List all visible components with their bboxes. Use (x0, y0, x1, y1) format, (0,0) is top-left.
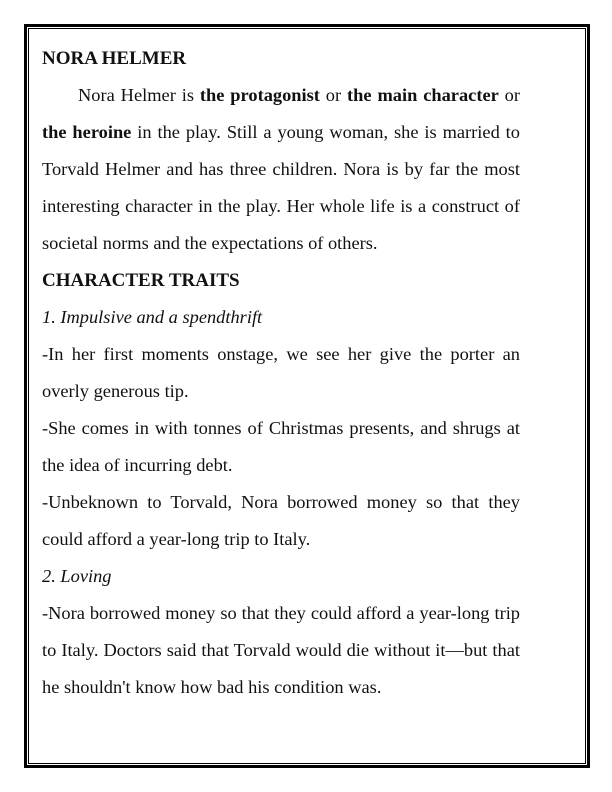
document-body (42, 40, 520, 706)
page-title: NORA HELMER (42, 48, 187, 69)
intro-bold-main-character: the main character (347, 85, 499, 105)
trait-title-loving: 2. Loving (42, 566, 112, 586)
intro-bold-heroine: the heroine (42, 122, 132, 142)
intro-text-1: Nora Helmer is (78, 85, 200, 105)
intro-text-2: or (319, 85, 348, 105)
trait-point: -Unbeknown to Torvald, Nora borrowed money so that they could afford a year-long trip to Italy. (42, 492, 520, 549)
intro-text-3: or (498, 85, 521, 105)
trait-title-impulsive: 1. Impulsive and a spendthrift (42, 307, 263, 327)
intro-bold-protagonist: the protagonist (199, 85, 320, 105)
intro-paragraph (42, 77, 520, 262)
traits-heading: CHARACTER TRAITS (42, 270, 240, 291)
trait-point: -In her first moments onstage, we see her give the porter an overly generous tip. (42, 344, 520, 401)
trait-point: -She comes in with tonnes of Christmas presents, and shrugs at the idea of incurring debt. (42, 418, 520, 475)
trait-point: -Nora borrowed money so that they could afford a year-long trip to Italy. Doctors said that Torvald would die without it—but that he shouldn't know how bad his condition was. (42, 603, 520, 697)
intro-text-4: in the play. Still a young woman, she is married to Torvald Helmer and has three children. Nora is by far the most interesting character in the play. Her whole life is a construct of societal norms and the expectations of others. (42, 122, 520, 253)
